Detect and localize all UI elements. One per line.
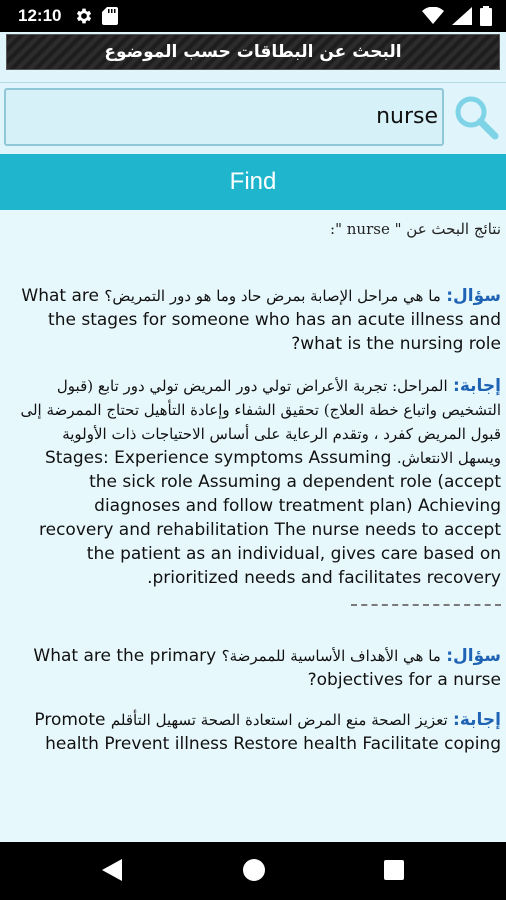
answer-1 bbox=[16, 374, 501, 590]
app-content bbox=[0, 32, 506, 842]
question-1 bbox=[16, 284, 501, 356]
question-text-ar: ما هي الأهداف الأساسية للممرضة؟ bbox=[221, 647, 441, 665]
answer-2 bbox=[16, 708, 501, 756]
question-label: سؤال: bbox=[446, 646, 501, 666]
answer-label: إجابة: bbox=[453, 376, 501, 396]
question-2 bbox=[16, 644, 501, 692]
search-results[interactable] bbox=[0, 210, 506, 842]
wifi-icon bbox=[422, 7, 444, 25]
answer-text-en: Stages: Experience symptoms Assuming the sick role Assuming a dependent role (accept diagnoses and follow treatment plan) Achieving recovery and rehabilitation The nurse needs to accept the patient as an individual, gives care based on prioritized needs and facilitates recovery. bbox=[39, 448, 501, 588]
recent-apps-icon[interactable] bbox=[384, 860, 404, 880]
gear-icon bbox=[74, 6, 94, 26]
result-divider bbox=[351, 604, 501, 606]
find-button[interactable]: Find bbox=[0, 154, 506, 210]
answer-text-en: Promote health Prevent illness Restore health Facilitate coping bbox=[34, 710, 501, 754]
page-title-banner bbox=[6, 34, 500, 70]
answer-text-ar: تعزيز الصحة منع المرض استعادة الصحة تسهيل التأقلم bbox=[110, 711, 448, 729]
page-title: البحث عن البطاقات حسب الموضوع bbox=[104, 42, 402, 62]
status-time: 12:10 bbox=[18, 6, 62, 25]
navigation-bar bbox=[0, 842, 506, 900]
status-right bbox=[422, 6, 492, 26]
question-text-en: What are the primary objectives for a nurse? bbox=[33, 646, 501, 690]
question-text-en: What are the stages for someone who has an acute illness and what is the nursing role? bbox=[21, 286, 501, 354]
question-text-ar: ما هي مراحل الإصابة بمرض حاد وما هو دور التمريض؟ bbox=[104, 287, 441, 305]
question-label: سؤال: bbox=[446, 286, 501, 306]
back-icon[interactable] bbox=[102, 859, 122, 881]
battery-icon bbox=[480, 6, 492, 26]
search-row bbox=[0, 82, 506, 150]
answer-label: إجابة: bbox=[453, 710, 501, 730]
signal-icon bbox=[452, 7, 472, 25]
results-header: نتائج البحث عن " nurse ": bbox=[330, 220, 501, 238]
search-icon[interactable] bbox=[452, 93, 500, 141]
home-icon[interactable] bbox=[243, 859, 265, 881]
answer-text-ar: المراحل: تجربة الأعراض تولي دور المريض تولي دور تابع (قبول التشخيص واتباع خطة العلاج) تحقيق الشفاء وإعادة التأهيل تحتاج الممرضة إلى قبول المريض كفرد ، وتقدم الرعاية على أساس الاحتياجات ذات الأولوية ويسهل الانتعاش. bbox=[20, 377, 501, 467]
sd-card-icon bbox=[102, 7, 118, 25]
search-input[interactable]: nurse bbox=[4, 88, 444, 146]
status-bar bbox=[0, 0, 506, 32]
